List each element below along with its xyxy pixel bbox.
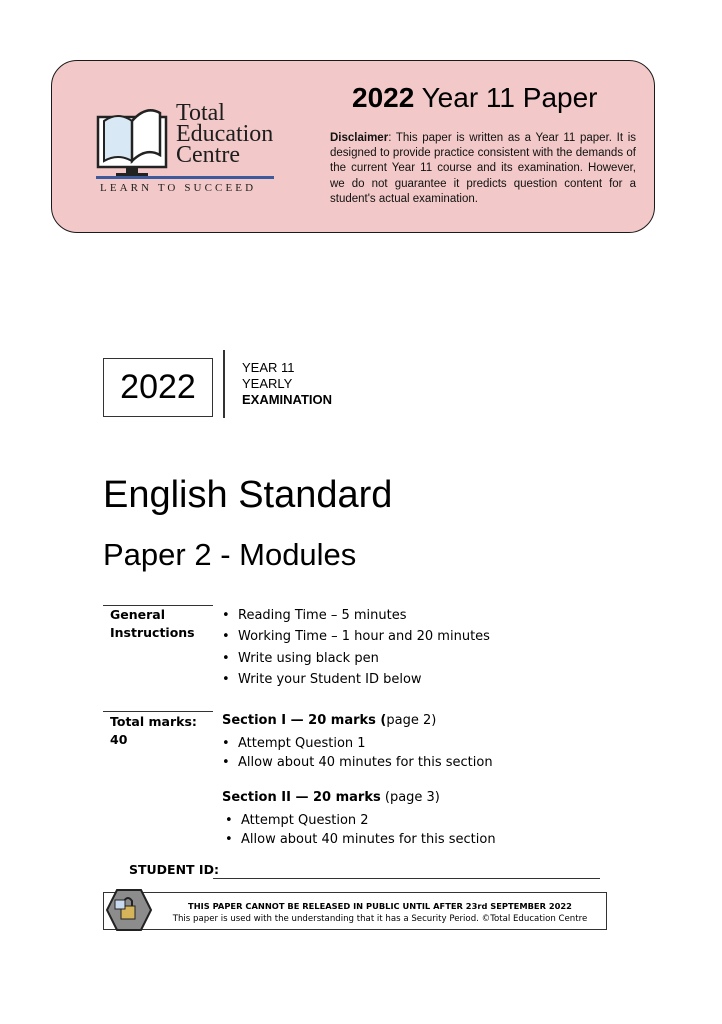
exam-type <box>242 360 332 408</box>
logo-line-2: Education <box>176 121 274 147</box>
footer-security-notice: This paper is used with the understanding that it has a Security Period. ©Total Education Centre <box>172 914 588 924</box>
logo-tagline: LEARN TO SUCCEED <box>100 182 257 194</box>
general-instructions-label <box>110 606 195 642</box>
disclaimer <box>330 131 636 207</box>
logo-line-1: Total <box>176 100 225 126</box>
exam-year-box: 2022 <box>103 358 213 417</box>
section-1-item: • Attempt Question 1 <box>222 735 493 754</box>
logo-underline <box>96 176 274 179</box>
section-1-heading <box>222 712 493 730</box>
paper-title-year: 2022 <box>352 82 415 113</box>
section-2-item: • Allow about 40 minutes for this section <box>225 831 496 850</box>
section-2-heading <box>222 789 496 807</box>
total-marks-text: Total marks: <box>110 714 197 729</box>
logo-line-3: Centre <box>176 142 240 168</box>
instruction-item: • Working Time – 1 hour and 20 minutes <box>222 628 490 649</box>
disclaimer-label: Disclaimer <box>330 132 389 144</box>
total-marks-value: 40 <box>110 732 128 747</box>
exam-line-3: EXAMINATION <box>242 392 333 407</box>
paper-title-text: Year 11 Paper <box>421 82 598 113</box>
exam-divider <box>223 350 225 418</box>
general-instructions-list <box>222 607 490 693</box>
section-1-item: • Allow about 40 minutes for this section <box>222 754 493 773</box>
instruction-item: • Write your Student ID below <box>222 671 490 692</box>
security-lock-icon <box>105 888 153 932</box>
instruction-item: • Write using black pen <box>222 650 490 671</box>
exam-line-1: YEAR 11 <box>242 360 295 375</box>
disclaimer-text: : This paper is written as a Year 11 paper. It is designed to provide practice consistent with the demands of the current Year 11 course and its examination. However, we do not guarantee it predicts question content for a student's actual examination. <box>330 132 636 205</box>
paper-name: Paper 2 - Modules <box>103 537 357 572</box>
section-2-item: • Attempt Question 2 <box>225 812 496 831</box>
exam-line-2: YEARLY <box>242 376 293 391</box>
general-label-line-1: General <box>110 607 165 622</box>
section-2 <box>222 789 496 850</box>
paper-title <box>352 82 598 114</box>
section-1-title: Section I — 20 marks ( <box>222 713 387 728</box>
section-2-title: Section II — 20 marks <box>222 790 381 805</box>
total-marks-label <box>110 713 197 749</box>
section-1 <box>222 712 493 773</box>
section-2-page: (page 3) <box>380 790 440 805</box>
general-label-line-2: Instructions <box>110 625 195 640</box>
footer-box <box>103 892 607 930</box>
subject-title: English Standard <box>103 474 393 516</box>
marks-divider <box>103 711 213 712</box>
footer-release-notice: THIS PAPER CANNOT BE RELEASED IN PUBLIC UNTIL AFTER 23rd SEPTEMBER 2022 <box>188 901 572 911</box>
instruction-item: • Reading Time – 5 minutes <box>222 607 490 628</box>
section-1-page: page 2) <box>386 713 437 728</box>
student-id-label: STUDENT ID: <box>129 862 219 877</box>
student-id-field[interactable] <box>213 878 600 879</box>
logo-wordmark <box>176 100 274 168</box>
